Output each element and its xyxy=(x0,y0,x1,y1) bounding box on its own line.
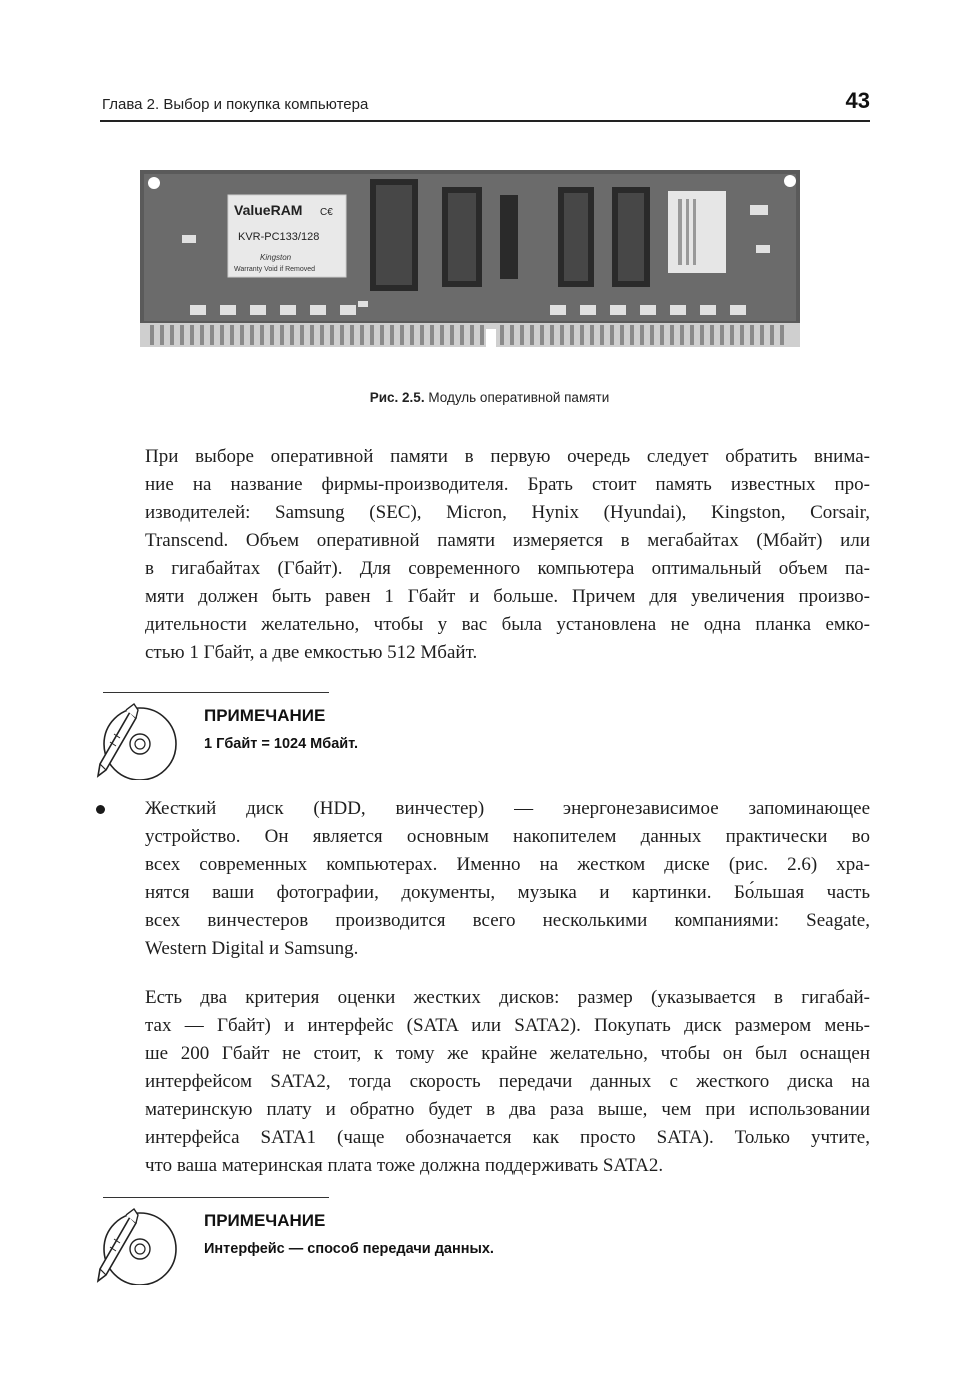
text-line: Western Digital и Samsung. xyxy=(145,938,359,959)
text-line: что ваша материнская плата тоже должна поддерживать SATA2. xyxy=(145,1155,664,1176)
page-number: 43 xyxy=(845,88,870,113)
module-brand-text: ValueRAM xyxy=(234,202,303,218)
note-box xyxy=(90,1197,690,1287)
text-line: При выборе оперативной памяти в первую очередь следует обратить внима- xyxy=(145,446,870,467)
text-line: тах — Гбайт) и интерфейс (SATA или SATA2). Покупать диск размером мень- xyxy=(145,1015,870,1036)
ram-module-photo xyxy=(130,165,810,355)
text-line: нятся ваши фотографии, документы, музыка и картинки. Бо́льшая часть xyxy=(145,882,870,903)
module-part-text: KVR-PC133/128 xyxy=(238,231,320,243)
paragraph-hdd-criteria xyxy=(145,984,870,1180)
note-title: ПРИМЕЧАНИЕ xyxy=(204,1211,326,1230)
caption-text: Модуль оперативной памяти xyxy=(424,390,610,405)
ce-mark: C€ xyxy=(320,207,333,218)
paragraph-hdd xyxy=(145,795,870,963)
caption-label: Рис. 2.5. xyxy=(369,390,425,405)
module-warranty-text: Warranty Void if Removed xyxy=(234,266,316,273)
note-title: ПРИМЕЧАНИЕ xyxy=(204,706,326,725)
text-line: всех винчестеров производится всего несколькими компаниями: Seagate, xyxy=(145,910,870,931)
text-line: Transcend. Объем оперативной памяти измеряется в мегабайтах (Мбайт) или xyxy=(145,530,870,551)
note-rule xyxy=(103,692,329,693)
note-rule xyxy=(103,1197,329,1198)
text-line: мяти должен быть равен 1 Гбайт и больше. Причем для увеличения произво- xyxy=(145,586,870,607)
text-line: стью 1 Гбайт, а две емкостью 512 Мбайт. xyxy=(145,642,478,663)
text-line: ше 200 Гбайт не стоит, к тому же крайне желательно, чтобы он был оснащен xyxy=(145,1043,870,1064)
note-box xyxy=(90,692,690,782)
note-text: 1 Гбайт = 1024 Мбайт. xyxy=(204,736,359,752)
text-line: изводителей: Samsung (SEC), Micron, Hynix (Hyundai), Kingston, Corsair, xyxy=(145,502,870,523)
text-line: интерфейса SATA1 (чаще обозначается как просто SATA). Только учтите, xyxy=(145,1127,870,1148)
text-line: материнскую плату и обратно будет в два раза выше, чем при использовании xyxy=(145,1099,870,1120)
text-line: ние на название фирмы-производителя. Брать стоит память известных про- xyxy=(145,474,870,495)
figure-caption xyxy=(0,390,979,405)
module-maker-text: Kingston xyxy=(260,253,292,262)
paragraph-ram xyxy=(145,443,870,667)
text-line: дительности желательно, чтобы у вас была установлена не одна планка емко- xyxy=(145,614,870,635)
pencil-disc-icon xyxy=(90,700,190,780)
pencil-disc-icon xyxy=(90,1205,190,1285)
chapter-title: Глава 2. Выбор и покупка компьютера xyxy=(102,96,369,113)
text-line: интерфейсом SATA2, тогда скорость передачи данных с жесткого диска на xyxy=(145,1071,870,1092)
text-line: устройство. Он является основным накопителем данных практически во xyxy=(145,826,870,847)
bullet-marker xyxy=(96,805,105,814)
text-line: Есть два критерия оценки жестких дисков: размер (указывается в гигабай- xyxy=(145,987,870,1008)
text-line: всех современных компьютерах. Именно на жестком диске (рис. 2.6) хра- xyxy=(145,854,870,875)
text-line: в гигабайтах (Гбайт). Для современного компьютера оптимальный объем па- xyxy=(145,558,870,579)
page-header xyxy=(100,88,870,122)
note-text: Интерфейс — способ передачи данных. xyxy=(204,1241,494,1257)
text-line: Жесткий диск (HDD, винчестер) — энергонезависимое запоминающее xyxy=(145,798,870,819)
